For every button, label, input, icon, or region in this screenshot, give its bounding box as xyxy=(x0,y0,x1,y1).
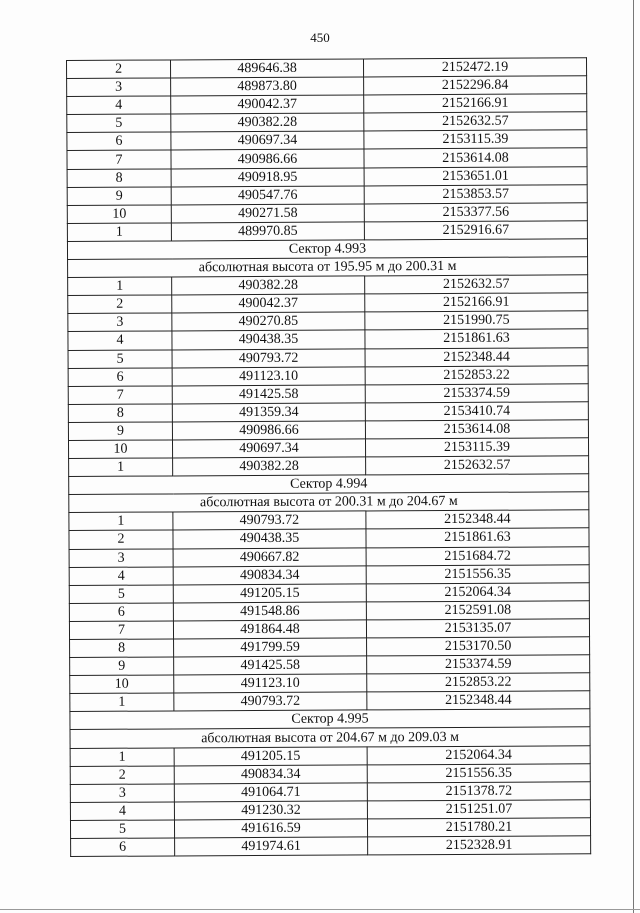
x-coordinate: 490382.28 xyxy=(171,113,364,132)
point-number: 8 xyxy=(70,639,174,658)
point-number: 6 xyxy=(69,603,173,622)
point-number: 5 xyxy=(67,114,171,133)
x-coordinate: 490042.37 xyxy=(171,95,364,114)
point-number: 8 xyxy=(67,169,171,188)
y-coordinate: 2151556.35 xyxy=(367,763,590,782)
x-coordinate: 490697.34 xyxy=(172,439,365,458)
y-coordinate: 2153374.59 xyxy=(367,655,590,674)
x-coordinate: 490042.37 xyxy=(172,294,365,313)
point-number: 2 xyxy=(70,766,174,785)
y-coordinate: 2152348.44 xyxy=(367,691,590,710)
y-coordinate: 2153614.08 xyxy=(364,148,587,167)
point-number: 6 xyxy=(71,838,175,857)
table-row xyxy=(71,836,591,857)
point-number: 2 xyxy=(69,530,173,549)
y-coordinate: 2152591.08 xyxy=(366,601,589,620)
y-coordinate: 2151990.75 xyxy=(365,311,588,330)
point-number: 5 xyxy=(68,349,172,368)
point-number: 4 xyxy=(68,331,172,350)
coordinates-table xyxy=(66,57,591,857)
point-number: 5 xyxy=(70,820,174,839)
y-coordinate: 2153853.57 xyxy=(364,184,587,203)
y-coordinate: 2151684.72 xyxy=(366,546,589,565)
sector-title: Сектор 4.994 xyxy=(69,474,589,495)
y-coordinate: 2152328.91 xyxy=(368,836,591,855)
y-coordinate: 2151780.21 xyxy=(367,818,590,837)
x-coordinate: 490697.34 xyxy=(171,131,364,150)
y-coordinate: 2153170.50 xyxy=(367,637,590,656)
x-coordinate: 490438.35 xyxy=(173,529,366,548)
y-coordinate: 2152472.19 xyxy=(363,58,586,77)
x-coordinate: 490438.35 xyxy=(172,330,365,349)
y-coordinate: 2152632.57 xyxy=(365,275,588,294)
x-coordinate: 490986.66 xyxy=(171,149,364,168)
y-coordinate: 2152853.22 xyxy=(367,673,590,692)
y-coordinate: 2152916.67 xyxy=(364,221,587,240)
point-number: 7 xyxy=(67,150,171,169)
point-number: 10 xyxy=(68,440,172,459)
point-number: 9 xyxy=(67,187,171,206)
point-number: 3 xyxy=(68,313,172,332)
y-coordinate: 2152632.57 xyxy=(366,456,589,475)
point-number: 8 xyxy=(68,404,172,423)
x-coordinate: 491064.71 xyxy=(174,783,367,802)
y-coordinate: 2153135.07 xyxy=(366,619,589,638)
x-coordinate: 491359.34 xyxy=(172,403,365,422)
sector-title: Сектор 4.993 xyxy=(67,239,587,260)
x-coordinate: 489970.85 xyxy=(171,222,364,241)
x-coordinate: 491799.59 xyxy=(174,638,367,657)
y-coordinate: 2153614.08 xyxy=(365,420,588,439)
x-coordinate: 490382.28 xyxy=(173,457,366,476)
x-coordinate: 490918.95 xyxy=(171,168,364,187)
x-coordinate: 490834.34 xyxy=(173,566,366,585)
point-number: 4 xyxy=(67,96,171,115)
point-number: 4 xyxy=(70,802,174,821)
point-number: 7 xyxy=(69,621,173,640)
y-coordinate: 2152166.91 xyxy=(365,293,588,312)
point-number: 4 xyxy=(69,567,173,586)
y-coordinate: 2152348.44 xyxy=(366,510,589,529)
point-number: 5 xyxy=(69,585,173,604)
x-coordinate: 490834.34 xyxy=(174,765,367,784)
x-coordinate: 491123.10 xyxy=(172,367,365,386)
scan-edge-bottom xyxy=(0,909,640,910)
y-coordinate: 2151251.07 xyxy=(367,800,590,819)
point-number: 6 xyxy=(68,368,172,387)
x-coordinate: 490667.82 xyxy=(173,547,366,566)
x-coordinate: 490382.28 xyxy=(172,276,365,295)
sector-title: Сектор 4.995 xyxy=(70,709,590,730)
y-coordinate: 2152296.84 xyxy=(364,76,587,95)
point-number: 3 xyxy=(70,784,174,803)
point-number: 3 xyxy=(67,78,171,97)
x-coordinate: 491864.48 xyxy=(173,620,366,639)
point-number: 10 xyxy=(67,205,171,224)
x-coordinate: 491425.58 xyxy=(172,385,365,404)
scan-edge-right xyxy=(633,0,634,913)
point-number: 1 xyxy=(70,748,174,767)
x-coordinate: 490793.72 xyxy=(174,692,367,711)
x-coordinate: 491230.32 xyxy=(174,801,367,820)
y-coordinate: 2152064.34 xyxy=(367,745,590,764)
x-coordinate: 491548.86 xyxy=(173,602,366,621)
y-coordinate: 2152348.44 xyxy=(365,347,588,366)
point-number: 3 xyxy=(69,548,173,567)
point-number: 1 xyxy=(69,512,173,531)
x-coordinate: 489873.80 xyxy=(171,77,364,96)
y-coordinate: 2151378.72 xyxy=(367,782,590,801)
x-coordinate: 491205.15 xyxy=(173,584,366,603)
y-coordinate: 2151861.63 xyxy=(365,329,588,348)
x-coordinate: 491616.59 xyxy=(174,819,367,838)
y-coordinate: 2152064.34 xyxy=(366,582,589,601)
y-coordinate: 2153115.39 xyxy=(364,130,587,149)
point-number: 1 xyxy=(70,693,174,712)
point-number: 1 xyxy=(68,277,172,296)
x-coordinate: 489646.38 xyxy=(171,59,364,78)
x-coordinate: 491425.58 xyxy=(174,656,367,675)
x-coordinate: 491123.10 xyxy=(174,674,367,693)
x-coordinate: 490271.58 xyxy=(171,204,364,223)
y-coordinate: 2151861.63 xyxy=(366,528,589,547)
point-number: 2 xyxy=(68,295,172,314)
page-number: 450 xyxy=(310,30,330,45)
y-coordinate: 2153115.39 xyxy=(365,438,588,457)
y-coordinate: 2152853.22 xyxy=(365,365,588,384)
point-number: 6 xyxy=(67,132,171,151)
point-number: 1 xyxy=(67,223,171,242)
y-coordinate: 2151556.35 xyxy=(366,564,589,583)
point-number: 2 xyxy=(67,60,171,79)
x-coordinate: 491205.15 xyxy=(174,746,367,765)
x-coordinate: 490547.76 xyxy=(171,186,364,205)
point-number: 1 xyxy=(69,458,173,477)
y-coordinate: 2153374.59 xyxy=(365,383,588,402)
y-coordinate: 2152632.57 xyxy=(364,112,587,131)
point-number: 9 xyxy=(70,657,174,676)
x-coordinate: 490793.72 xyxy=(173,511,366,530)
y-coordinate: 2153651.01 xyxy=(364,166,587,185)
sector-elevation-range: абсолютная высота от 200.31 м до 204.67 м xyxy=(69,492,589,513)
point-number: 9 xyxy=(68,422,172,441)
x-coordinate: 490986.66 xyxy=(172,421,365,440)
x-coordinate: 491974.61 xyxy=(175,837,368,856)
y-coordinate: 2152166.91 xyxy=(364,94,587,113)
sector-elevation-range: абсолютная высота от 204.67 м до 209.03 м xyxy=(70,727,590,748)
point-number: 10 xyxy=(70,675,174,694)
y-coordinate: 2153410.74 xyxy=(365,402,588,421)
y-coordinate: 2153377.56 xyxy=(364,203,587,222)
point-number: 7 xyxy=(68,386,172,405)
x-coordinate: 490793.72 xyxy=(172,348,365,367)
sector-elevation-range: абсолютная высота от 195.95 м до 200.31 м xyxy=(68,257,588,278)
x-coordinate: 490270.85 xyxy=(172,312,365,331)
